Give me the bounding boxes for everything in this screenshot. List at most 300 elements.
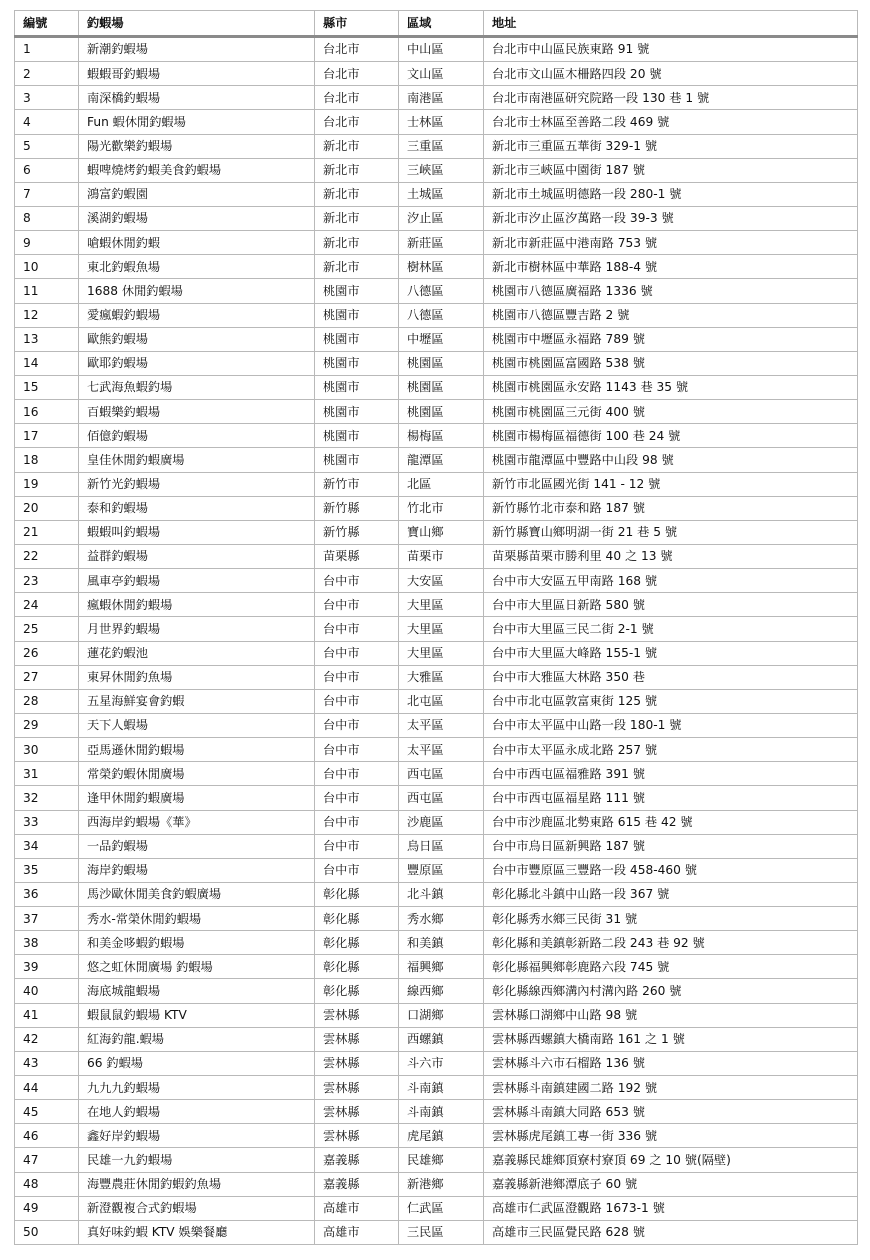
venue-name: 和美金哆蝦釣蝦場 <box>79 931 315 955</box>
row-number: 2 <box>15 62 79 86</box>
address: 新北市土城區明德路一段 280-1 號 <box>484 182 858 206</box>
district: 斗南鎮 <box>399 1076 484 1100</box>
row-number: 3 <box>15 86 79 110</box>
table-row <box>15 738 858 762</box>
address: 新北市三峽區中園街 187 號 <box>484 158 858 182</box>
table-row <box>15 641 858 665</box>
table-row <box>15 617 858 641</box>
table-row <box>15 810 858 834</box>
city: 彰化縣 <box>315 931 399 955</box>
table-row <box>15 520 858 544</box>
venue-name: 佰億釣蝦場 <box>79 424 315 448</box>
district: 西屯區 <box>399 762 484 786</box>
address: 桃園市八德區豐吉路 2 號 <box>484 303 858 327</box>
district: 斗六市 <box>399 1051 484 1075</box>
venue-name: 南深橋釣蝦場 <box>79 86 315 110</box>
row-number: 12 <box>15 303 79 327</box>
address: 桃園市龍潭區中豐路中山段 98 號 <box>484 448 858 472</box>
table-row <box>15 231 858 255</box>
city: 台中市 <box>315 641 399 665</box>
table-row <box>15 182 858 206</box>
venue-name: 海豐農莊休閒釣蝦釣魚場 <box>79 1172 315 1196</box>
city: 彰化縣 <box>315 979 399 1003</box>
address: 台中市烏日區新興路 187 號 <box>484 834 858 858</box>
shrimp-fishing-table <box>14 10 858 1245</box>
table-row <box>15 110 858 134</box>
row-number: 15 <box>15 375 79 399</box>
venue-name: Fun 蝦休閒釣蝦場 <box>79 110 315 134</box>
address: 台中市太平區中山路一段 180-1 號 <box>484 713 858 737</box>
venue-name: 民雄一九釣蝦場 <box>79 1148 315 1172</box>
district: 大雅區 <box>399 665 484 689</box>
district: 苗栗市 <box>399 544 484 568</box>
city: 高雄市 <box>315 1196 399 1220</box>
table-row <box>15 351 858 375</box>
row-number: 44 <box>15 1076 79 1100</box>
district: 寶山鄉 <box>399 520 484 544</box>
address: 新竹市北區國光街 141 - 12 號 <box>484 472 858 496</box>
city: 台中市 <box>315 762 399 786</box>
district: 三重區 <box>399 134 484 158</box>
table-row <box>15 400 858 424</box>
address: 彰化縣線西鄉溝內村溝內路 260 號 <box>484 979 858 1003</box>
address: 新北市汐止區汐萬路一段 39-3 號 <box>484 206 858 230</box>
table-row <box>15 86 858 110</box>
row-number: 5 <box>15 134 79 158</box>
district: 新莊區 <box>399 231 484 255</box>
table-row <box>15 931 858 955</box>
venue-name: 真好味釣蝦 KTV 娛樂餐廳 <box>79 1220 315 1244</box>
address: 雲林縣斗南鎮大同路 653 號 <box>484 1100 858 1124</box>
table-row <box>15 255 858 279</box>
venue-name: 新澄觀複合式釣蝦場 <box>79 1196 315 1220</box>
row-number: 41 <box>15 1003 79 1027</box>
venue-name: 蝦蝦叫釣蝦場 <box>79 520 315 544</box>
city: 桃園市 <box>315 448 399 472</box>
address: 台中市北屯區敦富東街 125 號 <box>484 689 858 713</box>
address: 台北市南港區研究院路一段 130 巷 1 號 <box>484 86 858 110</box>
address: 台中市太平區永成北路 257 號 <box>484 738 858 762</box>
city: 雲林縣 <box>315 1003 399 1027</box>
city: 台中市 <box>315 617 399 641</box>
venue-name: 九九九釣蝦場 <box>79 1076 315 1100</box>
city: 台中市 <box>315 713 399 737</box>
district: 太平區 <box>399 713 484 737</box>
district: 八德區 <box>399 279 484 303</box>
city: 嘉義縣 <box>315 1172 399 1196</box>
district: 大里區 <box>399 641 484 665</box>
venue-name: 紅海釣龍.蝦場 <box>79 1027 315 1051</box>
city: 新北市 <box>315 231 399 255</box>
table-row <box>15 762 858 786</box>
table-row <box>15 1100 858 1124</box>
address: 桃園市桃園區永安路 1143 巷 35 號 <box>484 375 858 399</box>
address: 苗栗縣苗栗市勝利里 40 之 13 號 <box>484 544 858 568</box>
city: 苗栗縣 <box>315 544 399 568</box>
district: 龍潭區 <box>399 448 484 472</box>
row-number: 8 <box>15 206 79 230</box>
district: 樹林區 <box>399 255 484 279</box>
city: 台北市 <box>315 110 399 134</box>
row-number: 46 <box>15 1124 79 1148</box>
row-number: 4 <box>15 110 79 134</box>
city: 台北市 <box>315 86 399 110</box>
venue-name: 馬沙歐休閒美食釣蝦廣場 <box>79 882 315 906</box>
district: 大里區 <box>399 593 484 617</box>
address: 高雄市三民區覺民路 628 號 <box>484 1220 858 1244</box>
row-number: 13 <box>15 327 79 351</box>
venue-name: 五星海鮮宴會釣蝦 <box>79 689 315 713</box>
row-number: 33 <box>15 810 79 834</box>
district: 南港區 <box>399 86 484 110</box>
address: 台北市士林區至善路二段 469 號 <box>484 110 858 134</box>
city: 台中市 <box>315 810 399 834</box>
table-row <box>15 882 858 906</box>
header-city: 縣市 <box>315 11 399 37</box>
venue-name: 亞馬遜休閒釣蝦場 <box>79 738 315 762</box>
venue-name: 鑫好岸釣蝦場 <box>79 1124 315 1148</box>
district: 口湖鄉 <box>399 1003 484 1027</box>
table-row <box>15 1076 858 1100</box>
venue-name: 泰和釣蝦場 <box>79 496 315 520</box>
venue-name: 東昇休閒釣魚場 <box>79 665 315 689</box>
city: 雲林縣 <box>315 1051 399 1075</box>
venue-name: 在地人釣蝦場 <box>79 1100 315 1124</box>
address: 雲林縣斗六市石榴路 136 號 <box>484 1051 858 1075</box>
venue-name: 鴻富釣蝦園 <box>79 182 315 206</box>
city: 雲林縣 <box>315 1100 399 1124</box>
row-number: 28 <box>15 689 79 713</box>
district: 豐原區 <box>399 858 484 882</box>
city: 雲林縣 <box>315 1124 399 1148</box>
district: 民雄鄉 <box>399 1148 484 1172</box>
address: 彰化縣秀水鄉三民街 31 號 <box>484 907 858 931</box>
district: 虎尾鎮 <box>399 1124 484 1148</box>
header-number: 編號 <box>15 11 79 37</box>
table-row <box>15 424 858 448</box>
city: 台北市 <box>315 62 399 86</box>
city: 高雄市 <box>315 1220 399 1244</box>
city: 新北市 <box>315 206 399 230</box>
district: 三峽區 <box>399 158 484 182</box>
venue-name: 一品釣蝦場 <box>79 834 315 858</box>
address: 彰化縣福興鄉彰鹿路六段 745 號 <box>484 955 858 979</box>
city: 台中市 <box>315 689 399 713</box>
table-row <box>15 303 858 327</box>
address: 嘉義縣新港鄉潭底子 60 號 <box>484 1172 858 1196</box>
venue-name: 海岸釣蝦場 <box>79 858 315 882</box>
address: 桃園市桃園區富國路 538 號 <box>484 351 858 375</box>
city: 新北市 <box>315 158 399 182</box>
table-row <box>15 496 858 520</box>
district: 和美鎮 <box>399 931 484 955</box>
district: 楊梅區 <box>399 424 484 448</box>
district: 北區 <box>399 472 484 496</box>
table-row <box>15 134 858 158</box>
row-number: 21 <box>15 520 79 544</box>
venue-name: 西海岸釣蝦場《華》 <box>79 810 315 834</box>
city: 桃園市 <box>315 327 399 351</box>
row-number: 20 <box>15 496 79 520</box>
table-row <box>15 907 858 931</box>
district: 八德區 <box>399 303 484 327</box>
row-number: 16 <box>15 400 79 424</box>
table-row <box>15 448 858 472</box>
city: 新北市 <box>315 182 399 206</box>
table-row <box>15 1148 858 1172</box>
row-number: 6 <box>15 158 79 182</box>
row-number: 31 <box>15 762 79 786</box>
city: 桃園市 <box>315 400 399 424</box>
row-number: 30 <box>15 738 79 762</box>
row-number: 22 <box>15 544 79 568</box>
table-row <box>15 569 858 593</box>
address: 桃園市桃園區三元街 400 號 <box>484 400 858 424</box>
district: 沙鹿區 <box>399 810 484 834</box>
city: 新竹縣 <box>315 520 399 544</box>
district: 土城區 <box>399 182 484 206</box>
city: 台北市 <box>315 37 399 62</box>
row-number: 34 <box>15 834 79 858</box>
address: 新竹縣竹北市泰和路 187 號 <box>484 496 858 520</box>
table-row <box>15 665 858 689</box>
district: 中壢區 <box>399 327 484 351</box>
table-row <box>15 593 858 617</box>
address: 台中市大里區日新路 580 號 <box>484 593 858 617</box>
address: 桃園市八德區廣福路 1336 號 <box>484 279 858 303</box>
address: 台中市大安區五甲南路 168 號 <box>484 569 858 593</box>
venue-name: 月世界釣蝦場 <box>79 617 315 641</box>
table-row <box>15 375 858 399</box>
address: 台中市沙鹿區北勢東路 615 巷 42 號 <box>484 810 858 834</box>
table-row <box>15 713 858 737</box>
address: 雲林縣西螺鎮大橋南路 161 之 1 號 <box>484 1027 858 1051</box>
venue-name: 蝦鼠鼠釣蝦場 KTV <box>79 1003 315 1027</box>
district: 桃園區 <box>399 400 484 424</box>
row-number: 48 <box>15 1172 79 1196</box>
address: 新竹縣寶山鄉明湖一街 21 巷 5 號 <box>484 520 858 544</box>
row-number: 50 <box>15 1220 79 1244</box>
row-number: 9 <box>15 231 79 255</box>
city: 桃園市 <box>315 375 399 399</box>
table-row <box>15 858 858 882</box>
venue-name: 蝦蝦哥釣蝦場 <box>79 62 315 86</box>
district: 桃園區 <box>399 351 484 375</box>
address: 桃園市楊梅區福德街 100 巷 24 號 <box>484 424 858 448</box>
city: 嘉義縣 <box>315 1148 399 1172</box>
row-number: 47 <box>15 1148 79 1172</box>
header-venue: 釣蝦場 <box>79 11 315 37</box>
venue-name: 七武海魚蝦釣場 <box>79 375 315 399</box>
header-district: 區域 <box>399 11 484 37</box>
row-number: 37 <box>15 907 79 931</box>
venue-name: 逢甲休閒釣蝦廣場 <box>79 786 315 810</box>
venue-name: 新潮釣蝦場 <box>79 37 315 62</box>
venue-name: 風車亭釣蝦場 <box>79 569 315 593</box>
city: 雲林縣 <box>315 1076 399 1100</box>
city: 新竹縣 <box>315 496 399 520</box>
row-number: 18 <box>15 448 79 472</box>
address: 彰化縣和美鎮彰新路二段 243 巷 92 號 <box>484 931 858 955</box>
venue-name: 百蝦樂釣蝦場 <box>79 400 315 424</box>
table-row <box>15 544 858 568</box>
table-row <box>15 206 858 230</box>
table-row <box>15 472 858 496</box>
row-number: 45 <box>15 1100 79 1124</box>
address: 嘉義縣民雄鄉頂寮村寮頂 69 之 10 號(隔壁) <box>484 1148 858 1172</box>
venue-name: 1688 休閒釣蝦場 <box>79 279 315 303</box>
city: 桃園市 <box>315 279 399 303</box>
district: 西屯區 <box>399 786 484 810</box>
venue-name: 悠之虹休閒廣場 釣蝦場 <box>79 955 315 979</box>
table-row <box>15 1003 858 1027</box>
address: 台中市大里區大峰路 155-1 號 <box>484 641 858 665</box>
row-number: 40 <box>15 979 79 1003</box>
table-row <box>15 834 858 858</box>
venue-name: 海底城龍蝦場 <box>79 979 315 1003</box>
venue-name: 嗆蝦休閒釣蝦 <box>79 231 315 255</box>
address: 桃園市中壢區永福路 789 號 <box>484 327 858 351</box>
city: 雲林縣 <box>315 1027 399 1051</box>
row-number: 32 <box>15 786 79 810</box>
address: 雲林縣斗南鎮建國二路 192 號 <box>484 1076 858 1100</box>
table-row <box>15 158 858 182</box>
address: 台中市豐原區三豐路一段 458-460 號 <box>484 858 858 882</box>
district: 斗南鎮 <box>399 1100 484 1124</box>
row-number: 17 <box>15 424 79 448</box>
venue-name: 歐耶釣蝦場 <box>79 351 315 375</box>
district: 烏日區 <box>399 834 484 858</box>
address: 台中市西屯區福星路 111 號 <box>484 786 858 810</box>
address: 雲林縣虎尾鎮工專一街 336 號 <box>484 1124 858 1148</box>
city: 台中市 <box>315 593 399 617</box>
district: 汐止區 <box>399 206 484 230</box>
venue-name: 蝦啤燒烤釣蝦美食釣蝦場 <box>79 158 315 182</box>
city: 台中市 <box>315 834 399 858</box>
address: 台中市西屯區福雅路 391 號 <box>484 762 858 786</box>
district: 福興鄉 <box>399 955 484 979</box>
row-number: 11 <box>15 279 79 303</box>
district: 秀水鄉 <box>399 907 484 931</box>
address: 台北市文山區木柵路四段 20 號 <box>484 62 858 86</box>
district: 西螺鎮 <box>399 1027 484 1051</box>
table-row <box>15 1172 858 1196</box>
city: 彰化縣 <box>315 882 399 906</box>
table-row <box>15 1124 858 1148</box>
row-number: 38 <box>15 931 79 955</box>
table-row <box>15 955 858 979</box>
row-number: 25 <box>15 617 79 641</box>
district: 新港鄉 <box>399 1172 484 1196</box>
row-number: 27 <box>15 665 79 689</box>
district: 大安區 <box>399 569 484 593</box>
city: 桃園市 <box>315 351 399 375</box>
district: 桃園區 <box>399 375 484 399</box>
table-row <box>15 979 858 1003</box>
address: 台北市中山區民族東路 91 號 <box>484 37 858 62</box>
table-row <box>15 1051 858 1075</box>
table-body <box>15 37 858 1245</box>
venue-name: 秀水-常榮休閒釣蝦場 <box>79 907 315 931</box>
header-row <box>15 11 858 37</box>
venue-name: 66 釣蝦場 <box>79 1051 315 1075</box>
row-number: 49 <box>15 1196 79 1220</box>
table-row <box>15 1196 858 1220</box>
row-number: 43 <box>15 1051 79 1075</box>
district: 三民區 <box>399 1220 484 1244</box>
venue-name: 天下人蝦場 <box>79 713 315 737</box>
row-number: 1 <box>15 37 79 62</box>
row-number: 29 <box>15 713 79 737</box>
address: 台中市大里區三民二街 2-1 號 <box>484 617 858 641</box>
row-number: 14 <box>15 351 79 375</box>
row-number: 42 <box>15 1027 79 1051</box>
city: 台中市 <box>315 569 399 593</box>
row-number: 36 <box>15 882 79 906</box>
table-row <box>15 786 858 810</box>
venue-name: 新竹光釣蝦場 <box>79 472 315 496</box>
table-row <box>15 279 858 303</box>
address: 雲林縣口湖鄉中山路 98 號 <box>484 1003 858 1027</box>
row-number: 26 <box>15 641 79 665</box>
district: 文山區 <box>399 62 484 86</box>
city: 台中市 <box>315 738 399 762</box>
district: 竹北市 <box>399 496 484 520</box>
city: 新北市 <box>315 255 399 279</box>
address: 新北市新莊區中港南路 753 號 <box>484 231 858 255</box>
row-number: 35 <box>15 858 79 882</box>
venue-name: 愛瘋蝦釣蝦場 <box>79 303 315 327</box>
row-number: 39 <box>15 955 79 979</box>
row-number: 10 <box>15 255 79 279</box>
venue-name: 溪湖釣蝦場 <box>79 206 315 230</box>
district: 北斗鎮 <box>399 882 484 906</box>
venue-name: 益群釣蝦場 <box>79 544 315 568</box>
row-number: 23 <box>15 569 79 593</box>
table-row <box>15 37 858 62</box>
district: 北屯區 <box>399 689 484 713</box>
address: 彰化縣北斗鎮中山路一段 367 號 <box>484 882 858 906</box>
address: 新北市三重區五華街 329-1 號 <box>484 134 858 158</box>
district: 太平區 <box>399 738 484 762</box>
city: 桃園市 <box>315 303 399 327</box>
venue-name: 歐熊釣蝦場 <box>79 327 315 351</box>
address: 高雄市仁武區澄觀路 1673-1 號 <box>484 1196 858 1220</box>
district: 仁武區 <box>399 1196 484 1220</box>
city: 台中市 <box>315 858 399 882</box>
header-address: 地址 <box>484 11 858 37</box>
city: 新竹市 <box>315 472 399 496</box>
venue-name: 瘋蝦休閒釣蝦場 <box>79 593 315 617</box>
city: 彰化縣 <box>315 907 399 931</box>
city: 台中市 <box>315 665 399 689</box>
venue-name: 皇佳休閒釣蝦廣場 <box>79 448 315 472</box>
city: 新北市 <box>315 134 399 158</box>
table-row <box>15 1220 858 1244</box>
row-number: 24 <box>15 593 79 617</box>
table-row <box>15 689 858 713</box>
venue-name: 陽光歡樂釣蝦場 <box>79 134 315 158</box>
district: 大里區 <box>399 617 484 641</box>
table-row <box>15 327 858 351</box>
district: 中山區 <box>399 37 484 62</box>
venue-name: 常榮釣蝦休閒廣場 <box>79 762 315 786</box>
row-number: 19 <box>15 472 79 496</box>
district: 士林區 <box>399 110 484 134</box>
district: 線西鄉 <box>399 979 484 1003</box>
city: 台中市 <box>315 786 399 810</box>
address: 新北市樹林區中華路 188-4 號 <box>484 255 858 279</box>
